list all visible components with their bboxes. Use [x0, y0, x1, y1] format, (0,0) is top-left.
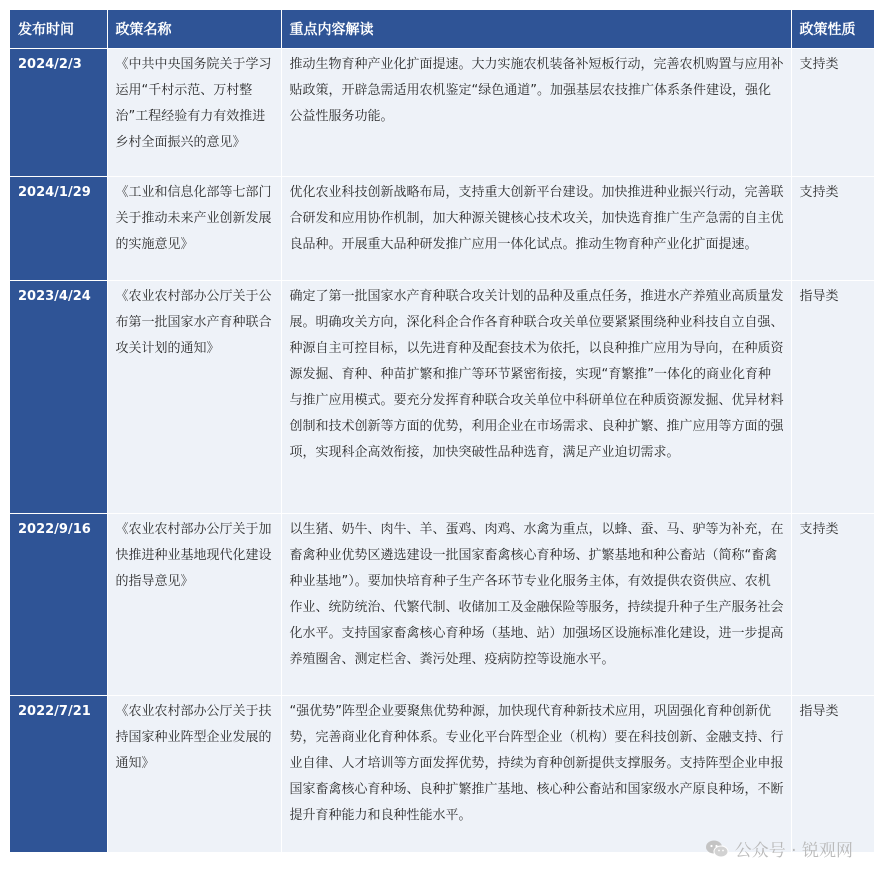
policy-nature-cell: 指导类 — [791, 281, 874, 514]
table-row — [10, 49, 874, 177]
table-row — [10, 281, 874, 514]
table-row — [10, 696, 874, 853]
policy-name-cell: 《工业和信息化部等七部门关于推动未来产业创新发展的实施意见》 — [107, 177, 281, 281]
release-date-cell: 2022/7/21 — [10, 696, 107, 853]
wechat-icon — [705, 839, 729, 859]
release-date-cell: 2024/1/29 — [10, 177, 107, 281]
header-policy-name: 政策名称 — [107, 10, 281, 49]
policy-name-cell: 《农业农村部办公厅关于扶持国家种业阵型企业发展的通知》 — [107, 696, 281, 853]
table-row — [10, 514, 874, 696]
release-date-cell: 2023/4/24 — [10, 281, 107, 514]
policy-nature-cell: 指导类 — [791, 696, 874, 853]
key-content-cell: “强优势”阵型企业要聚焦优势种源，加快现代育种新技术应用，巩固强化育种创新优势，完善商业化育种体系。专业化平台阵型企业（机构）要在科技创新、金融支持、行业自律、人才培训等方面发挥优势，持续为育种创新提供支撑服务。支持阵型企业申报国家畜禽核心育种场、良种扩繁推广基地、核心种公畜站和国家级水产原良种场，不断提升育种能力和良种性能水平。 — [281, 696, 791, 853]
release-date-cell: 2022/9/16 — [10, 514, 107, 696]
key-content-cell: 推动生物育种产业化扩面提速。大力实施农机装备补短板行动，完善农机购置与应用补贴政策，开辟急需适用农机鉴定“绿色通道”。加强基层农技推广体系条件建设，强化公益性服务功能。 — [281, 49, 791, 177]
key-content-cell: 以生猪、奶牛、肉牛、羊、蛋鸡、肉鸡、水禽为重点，以蜂、蚕、马、驴等为补充，在畜禽种业优势区遴选建设一批国家畜禽核心育种场、扩繁基地和种公畜站（简称“畜禽种业基地”）。要加快培育种子生产各环节专业化服务主体，有效提供农资供应、农机作业、统防统治、代繁代制、收储加工及金融保险等服务，持续提升种子生产服务社会化水平。支持国家畜禽核心育种场（基地、站）加强场区设施标准化建设，进一步提高养殖圈舍、测定栏舍、粪污处理、疫病防控等设施水平。 — [281, 514, 791, 696]
watermark — [705, 836, 853, 861]
policy-name-cell: 《农业农村部办公厅关于公布第一批国家水产育种联合攻关计划的通知》 — [107, 281, 281, 514]
release-date-cell: 2024/2/3 — [10, 49, 107, 177]
key-content-cell: 优化农业科技创新战略布局，支持重大创新平台建设。加快推进种业振兴行动，完善联合研发和应用协作机制，加大种源关键核心技术攻关，加快选育推广生产急需的自主优良品种。开展重大品种研发推广应用一体化试点。推动生物育种产业化扩面提速。 — [281, 177, 791, 281]
policy-table-container — [10, 10, 874, 852]
policy-nature-cell: 支持类 — [791, 177, 874, 281]
key-content-cell: 确定了第一批国家水产育种联合攻关计划的品种及重点任务，推进水产养殖业高质量发展。明确攻关方向，深化科企合作各育种联合攻关单位要紧紧围绕种业科技自立自强、种源自主可控目标，以先进育种及配套技术为依托，以良种推广应用为导向，在种质资源发掘、育种、种苗扩繁和推广等环节紧密衔接，实现“育繁推”一体化的商业化育种与推广应用模式。要充分发挥育种联合攻关单位中科研单位在种质资源发掘、优异材料创制和技术创新等方面的优势，利用企业在市场需求、良种扩繁、推广应用等方面的强项，实现科企高效衔接，加快突破性品种选育，满足产业迫切需求。 — [281, 281, 791, 514]
table-header-row — [10, 10, 874, 49]
header-policy-nature: 政策性质 — [791, 10, 874, 49]
table-row — [10, 177, 874, 281]
header-key-content: 重点内容解读 — [281, 10, 791, 49]
policy-name-cell: 《中共中央国务院关于学习运用“千村示范、万村整治”工程经验有力有效推进乡村全面振兴的意见》 — [107, 49, 281, 177]
header-release-date: 发布时间 — [10, 10, 107, 49]
policy-nature-cell: 支持类 — [791, 514, 874, 696]
policy-name-cell: 《农业农村部办公厅关于加快推进种业基地现代化建设的指导意见》 — [107, 514, 281, 696]
policy-table — [10, 10, 874, 852]
watermark-text: 公众号 · 锐观网 — [734, 841, 853, 861]
policy-nature-cell: 支持类 — [791, 49, 874, 177]
